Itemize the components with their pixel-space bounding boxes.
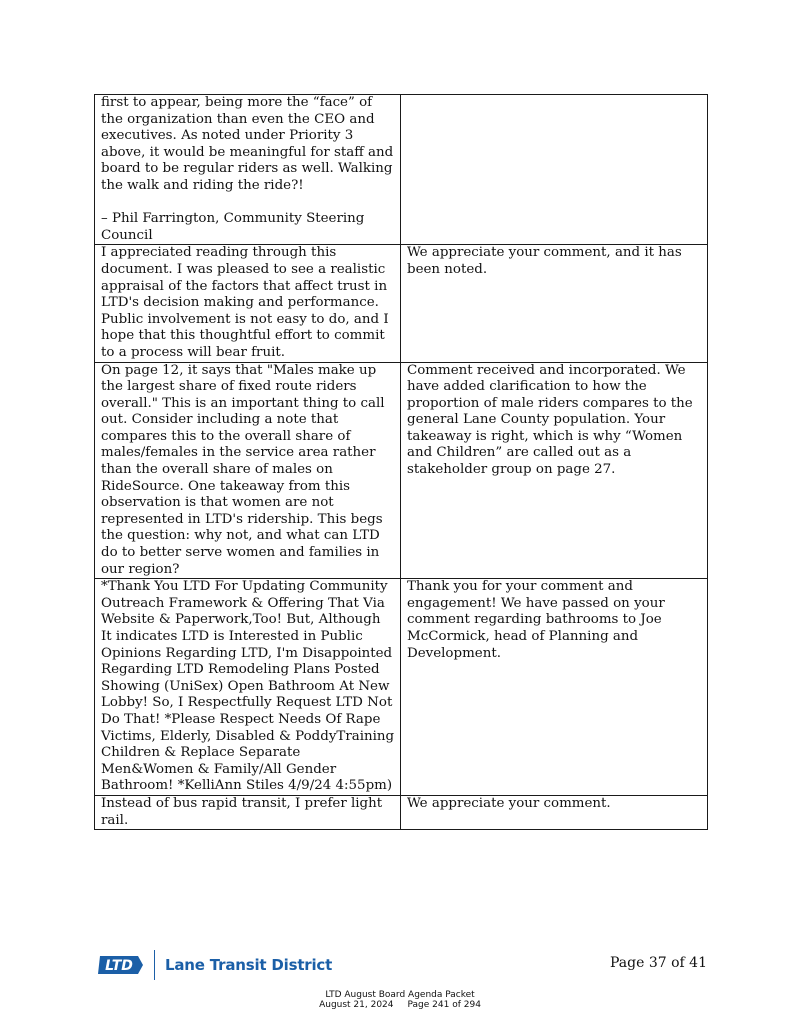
comments-table [94, 94, 708, 830]
table-row [95, 245, 708, 362]
response-cell [401, 95, 708, 245]
packet-meta [0, 1000, 800, 1010]
table-row [95, 362, 708, 579]
table-row [95, 579, 708, 796]
org-name: Lane Transit District [165, 956, 333, 974]
packet-date: August 21, 2024 [319, 1000, 394, 1010]
response-cell: We appreciate your comment, and it has been noted. [401, 245, 708, 362]
packet-title: LTD August Board Agenda Packet [325, 990, 475, 1000]
svg-text:LTD: LTD [105, 958, 133, 974]
table-row [95, 95, 708, 245]
comment-cell: first to appear, being more the “face” of the organization than even the CEO and executives. As noted under Priority 3 above, it would be meaningful for staff and board to be regular riders as well. Walking the walk and riding the ride?! – Phil Farrington, Community Steering Council [95, 95, 401, 245]
comment-cell: I appreciated reading through this document. I was pleased to see a realistic appraisal of the factors that affect trust in LTD's decision making and performance. Public involvement is not easy to do, and I hope that this thoughtful effort to commit to a process will bear fruit. [95, 245, 401, 362]
response-cell: Comment received and incorporated. We have added clarification to how the proportion of male riders compares to the general Lane County population. Your takeaway is right, which is why “Women and Children” are called out as a stakeholder group on page 27. [401, 362, 708, 579]
packet-footer [0, 990, 800, 1010]
logo-divider [154, 950, 155, 980]
ltd-logo [96, 950, 332, 980]
comment-cell: Instead of bus rapid transit, I prefer light rail. [95, 795, 401, 829]
ltd-logo-mark-icon [96, 953, 144, 977]
comment-cell: On page 12, it says that "Males make up the largest share of fixed route riders overall." This is an important thing to call out. Consider including a note that compares this to the overall share of males/females in the service area rather than the overall share of males on RideSource. One takeaway from this observation is that women are not represented in LTD's ridership. This begs the question: why not, and what can LTD do to better serve women and families in our region? [95, 362, 401, 579]
packet-page: Page 241 of 294 [407, 1000, 481, 1010]
response-cell: Thank you for your comment and engagement! We have passed on your comment regarding bathrooms to Joe McCormick, head of Planning and Development. [401, 579, 708, 796]
page-number: Page 37 of 41 [610, 955, 707, 971]
response-cell: We appreciate your comment. [401, 795, 708, 829]
comment-cell: *Thank You LTD For Updating Community Outreach Framework & Offering That Via Website & Paperwork,Too! But, Although It indicates LTD is Interested in Public Opinions Regarding LTD, I'm Disappointed Regarding LTD Remodeling Plans Posted Showing (UniSex) Open Bathroom At New Lobby! So, I Respectfully Request LTD Not Do That! *Please Respect Needs Of Rape Victims, Elderly, Disabled & PoddyTraining Children & Replace Separate Men&Women & Family/All Gender Bathroom! *KelliAnn Stiles 4/9/24 4:55pm) [95, 579, 401, 796]
table-row [95, 795, 708, 829]
